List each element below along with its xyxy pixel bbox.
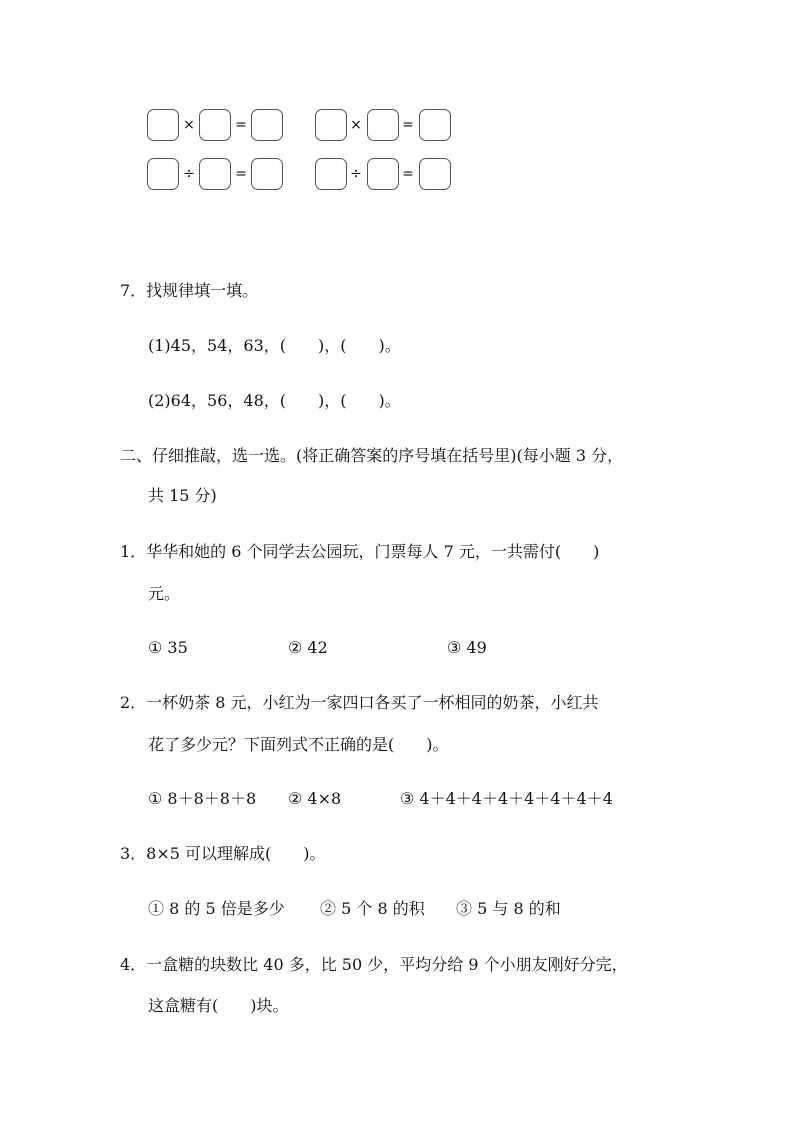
answer-box[interactable] [419,109,451,141]
answer-box[interactable] [147,158,179,190]
q2-option-1[interactable]: ① 8＋8＋8＋8 [148,789,257,808]
q7-title: 7．找规律填一填。 [120,281,259,300]
q2-option-3[interactable]: ③ 4＋4＋4＋4＋4＋4＋4＋4 [400,789,613,808]
divide-sign: ÷ [350,166,362,182]
answer-box[interactable] [315,109,347,141]
q1-text-cont: 元。 [148,584,181,603]
answer-box[interactable] [251,109,283,141]
equals-sign: = [235,166,247,182]
q4-text-cont: 这盒糖有( )块。 [148,996,289,1015]
answer-box[interactable] [315,158,347,190]
q3-text: 3．8×5 可以理解成( )。 [120,844,326,863]
divide-sign: ÷ [183,166,195,182]
q2-text: 2．一杯奶茶 8 元，小红为一家四口各买了一杯相同的奶茶，小红共 [120,693,599,712]
section-heading: 二、仔细推敲，选一选。(将正确答案的序号填在括号里)(每小题 3 分， [120,446,624,465]
answer-box[interactable] [199,109,231,141]
q7-line1: (1)45，54，63，( )，( )。 [148,336,401,355]
answer-box[interactable] [251,158,283,190]
q2-text-cont: 花了多少元？下面列式不正确的是( )。 [148,735,449,754]
q3-option-3[interactable]: ③ 5 与 8 的和 [456,899,561,918]
q1-text: 1．华华和她的 6 个同学去公园玩，门票每人 7 元，一共需付( ) [120,542,600,561]
q1-option-3[interactable]: ③ 49 [447,638,487,657]
answer-box[interactable] [147,109,179,141]
equals-sign: = [402,166,414,182]
equals-sign: = [402,117,414,133]
equals-sign: = [235,117,247,133]
q4-text: 4．一盒糖的块数比 40 多，比 50 少，平均分给 9 个小朋友刚好分完， [120,955,628,974]
multiply-sign: × [183,117,195,133]
q3-option-1[interactable]: ① 8 的 5 倍是多少 [148,899,285,918]
answer-box[interactable] [367,109,399,141]
q3-option-2[interactable]: ② 5 个 8 的积 [320,899,425,918]
q1-option-2[interactable]: ② 42 [288,638,328,657]
q7-line2: (2)64，56，48，( )，( )。 [148,391,401,410]
answer-box[interactable] [199,158,231,190]
section-heading-cont: 共 15 分) [148,486,217,505]
q1-option-1[interactable]: ① 35 [148,638,188,657]
answer-box[interactable] [367,158,399,190]
multiply-sign: × [350,117,362,133]
answer-box[interactable] [419,158,451,190]
q2-option-2[interactable]: ② 4×8 [288,789,342,808]
